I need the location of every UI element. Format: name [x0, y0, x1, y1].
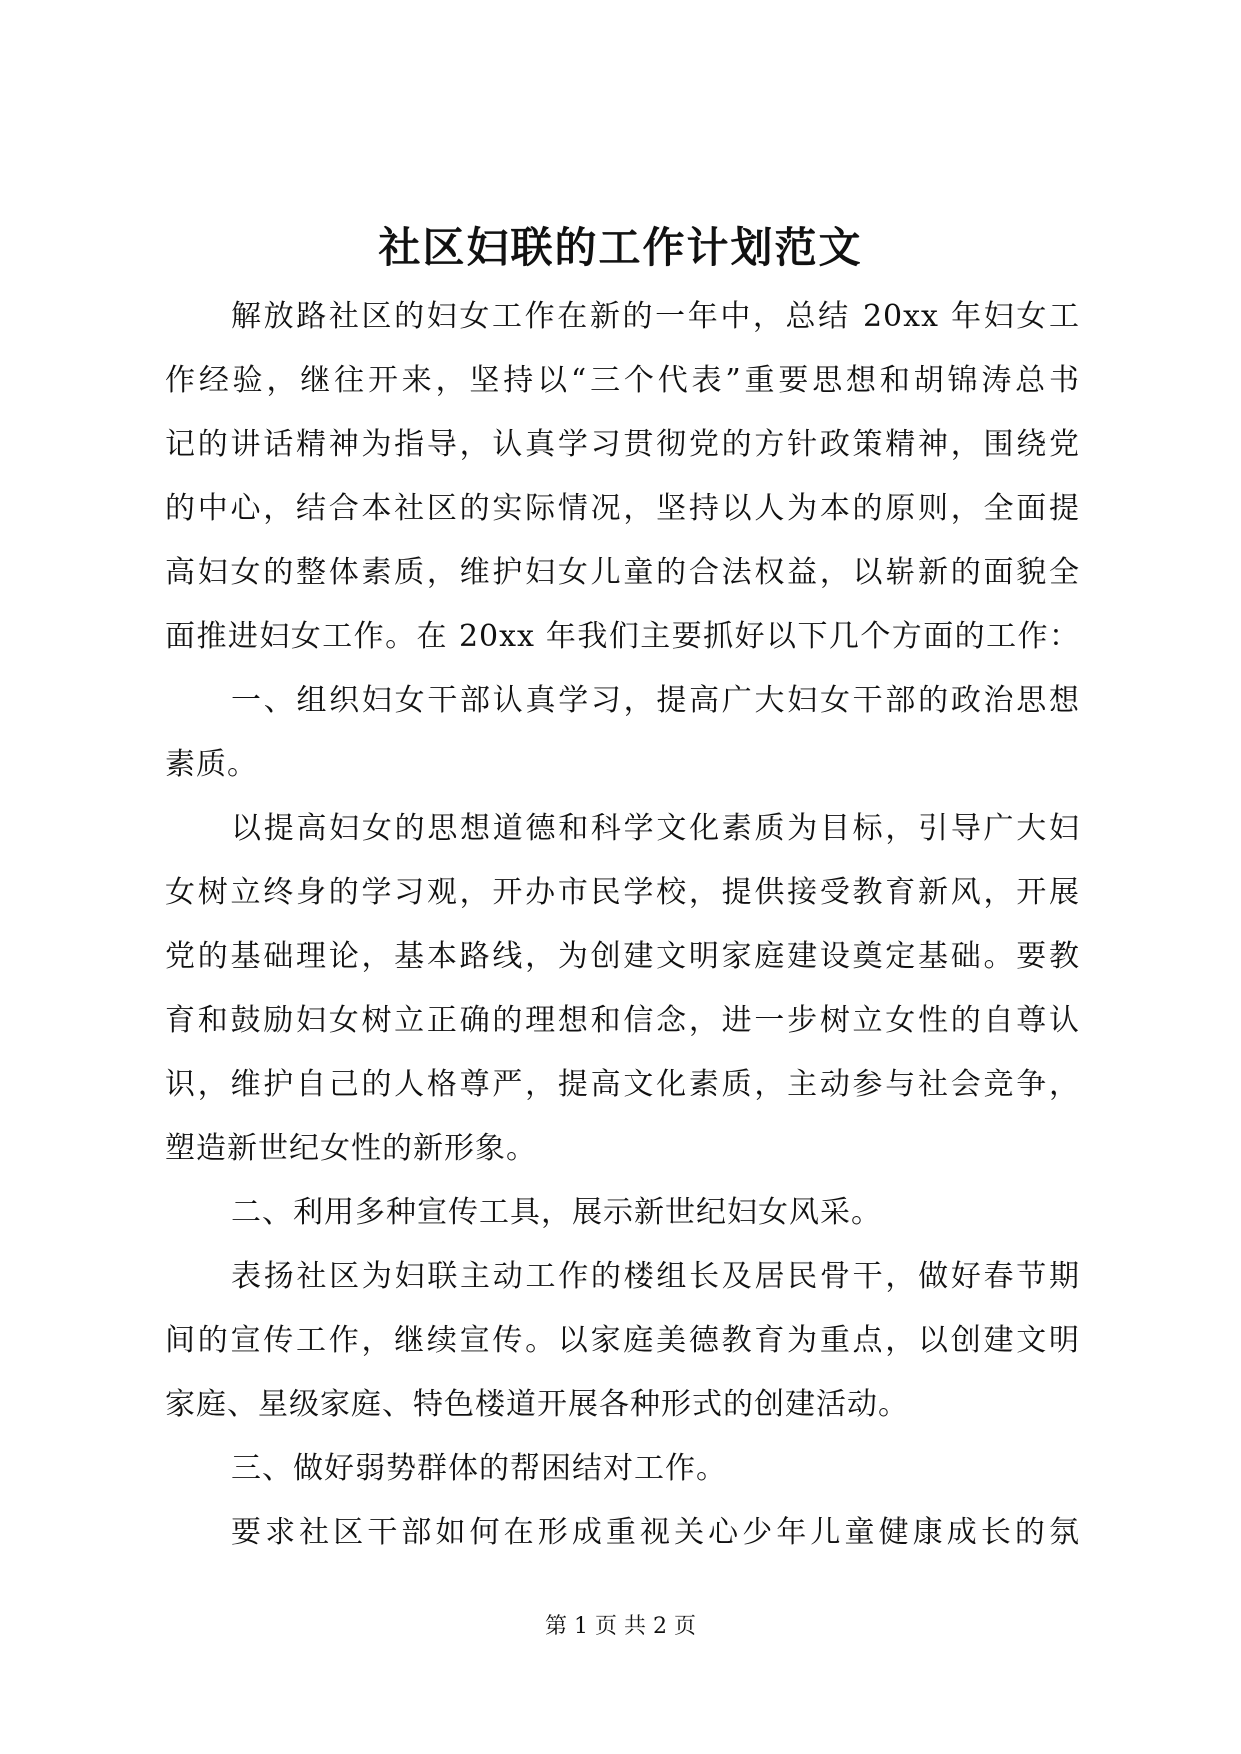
paragraph-line: 间的宣传工作，继续宣传。以家庭美德教育为重点，以创建文明: [165, 1323, 1080, 1358]
paragraph-line: 要求社区干部如何在形成重视关心少年儿童健康成长的氛: [231, 1515, 1080, 1550]
paragraph-line: 的中心，结合本社区的实际情况，坚持以人为本的原则，全面提: [165, 491, 1080, 526]
paragraph-line: 高妇女的整体素质，维护妇女儿童的合法权益，以崭新的面貌全: [165, 555, 1080, 590]
paragraph-line: 育和鼓励妇女树立正确的理想和信念，进一步树立女性的自尊认: [165, 1003, 1080, 1038]
paragraph-line: 女树立终身的学习观，开办市民学校，提供接受教育新风，开展: [165, 875, 1080, 910]
page-title: 社区妇联的工作计划范文: [378, 223, 863, 272]
paragraph-line: 以提高妇女的思想道德和科学文化素质为目标，引导广大妇: [231, 811, 1080, 846]
paragraph-line: 解放路社区的妇女工作在新的一年中，总结 20xx 年妇女工: [231, 299, 1080, 334]
paragraph-line: 作经验，继往开来，坚持以“三个代表”重要思想和胡锦涛总书: [165, 363, 1080, 398]
paragraph-line: 表扬社区为妇联主动工作的楼组长及居民骨干，做好春节期: [231, 1259, 1080, 1294]
document-body: [165, 285, 1080, 1565]
paragraph-line: 识，维护自己的人格尊严，提高文化素质，主动参与社会竞争，: [165, 1067, 1080, 1102]
page-number-footer: 第 1 页 共 2 页: [545, 1614, 696, 1639]
paragraph-line: 家庭、星级家庭、特色楼道开展各种形式的创建活动。: [165, 1387, 909, 1422]
paragraph-line: 记的讲话精神为指导，认真学习贯彻党的方针政策精神，围绕党: [165, 427, 1080, 462]
section-heading-line: 二、利用多种宣传工具，展示新世纪妇女风采。: [231, 1195, 882, 1230]
paragraph-line: 塑造新世纪女性的新形象。: [165, 1131, 537, 1166]
paragraph-line: 党的基础理论，基本路线，为创建文明家庭建设奠定基础。要教: [165, 939, 1080, 974]
section-heading-line: 一、组织妇女干部认真学习，提高广大妇女干部的政治思想: [231, 683, 1080, 718]
section-heading-line: 三、做好弱势群体的帮困结对工作。: [231, 1451, 727, 1486]
paragraph-line: 面推进妇女工作。在 20xx 年我们主要抓好以下几个方面的工作：: [165, 619, 1080, 654]
section-heading-line: 素质。: [165, 747, 258, 782]
